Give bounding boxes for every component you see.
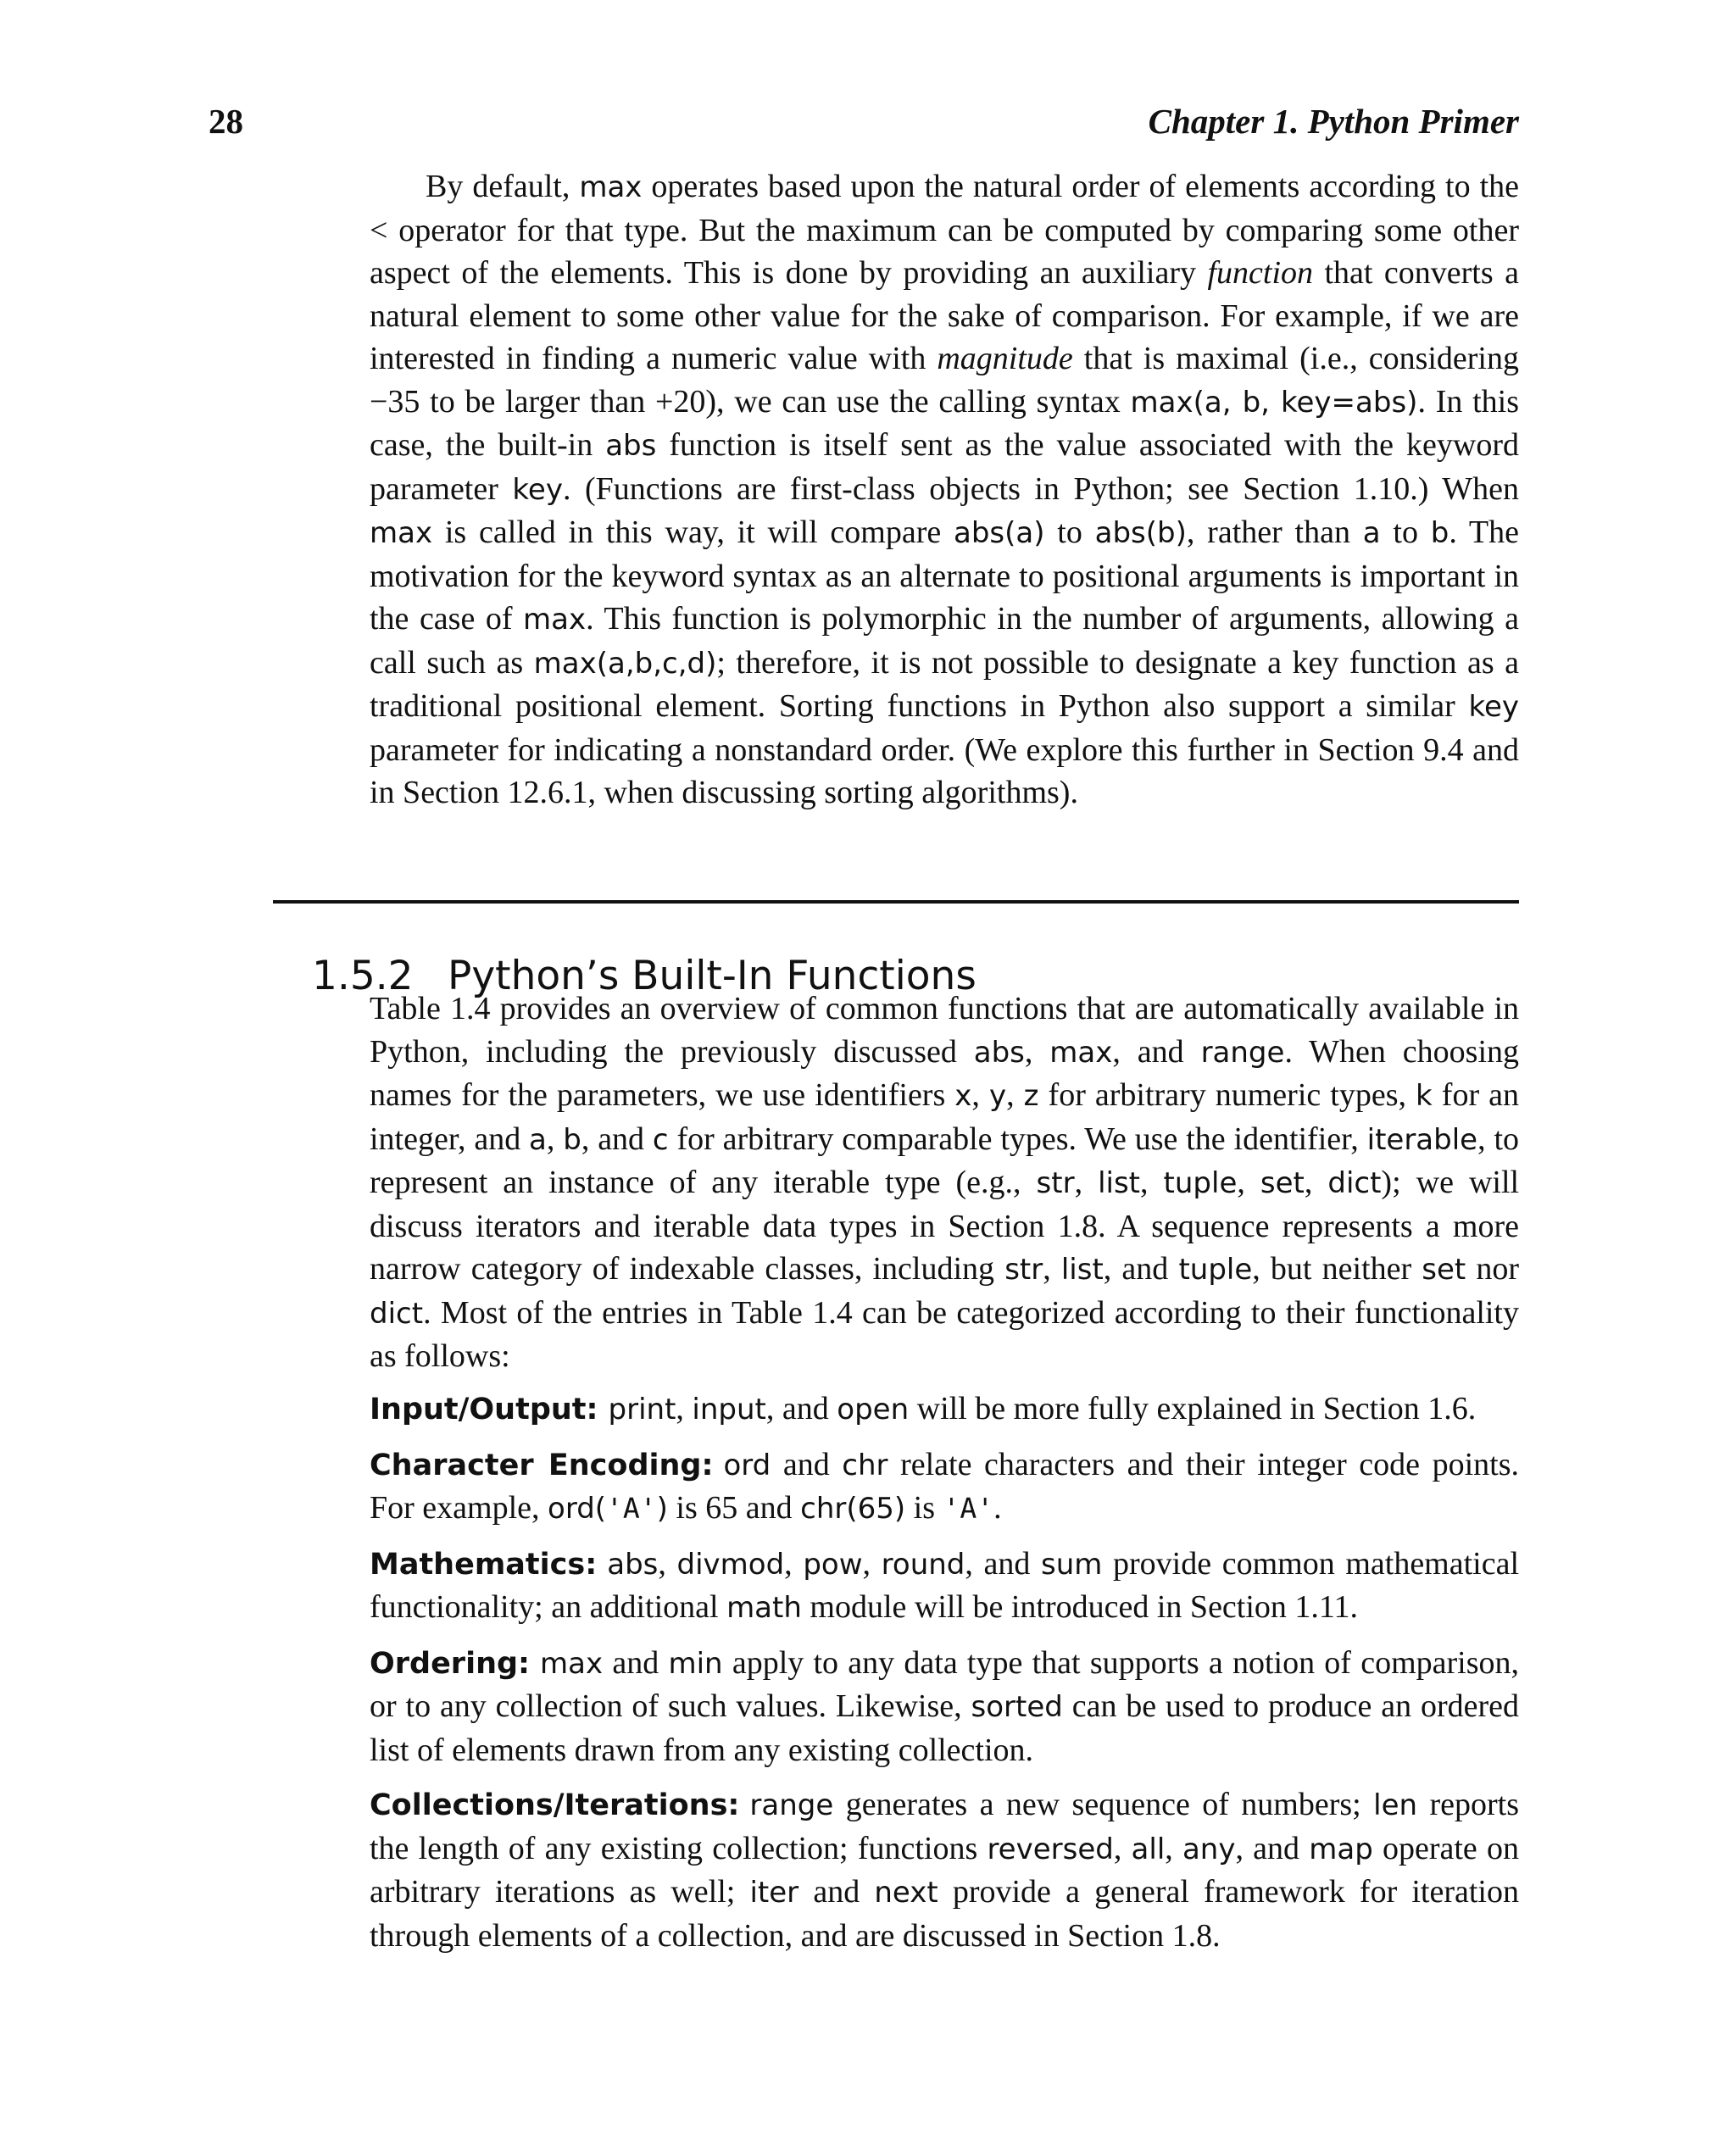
text: , and	[965, 1545, 1041, 1582]
code-key: key	[512, 472, 563, 507]
code-c: c	[652, 1122, 669, 1157]
code-any: any	[1182, 1832, 1236, 1866]
term-character-encoding: Character Encoding:	[370, 1448, 714, 1482]
section-rule	[273, 900, 1519, 904]
text: , and	[765, 1391, 837, 1426]
code-max-abcd: max(a,b,c,d)	[533, 646, 717, 681]
list-item-mathematics	[370, 1543, 1519, 1630]
text: is called in this way, it will compare	[432, 514, 954, 550]
code-chr: chr	[842, 1448, 888, 1482]
code-abs-a: abs(a)	[954, 516, 1045, 550]
code-next: next	[874, 1876, 938, 1910]
text: is	[905, 1490, 943, 1526]
text: parameter for indicating a nonstandard order. (We explore this further in Section 9.4 and in Section 12.6.1, when discussing sorting algorithms).	[370, 731, 1519, 810]
code-x: x	[954, 1079, 972, 1113]
text: , and	[581, 1121, 653, 1157]
text: for arbitrary comparable types. We use the identifier,	[668, 1121, 1367, 1157]
text: to	[1044, 514, 1095, 550]
section-title: Python’s Built-In Functions	[448, 953, 976, 999]
text: . This function is polymorphic in the number of arguments, allowing a call such as	[370, 601, 1519, 681]
text: that converts a natural element to some other value for the sake of comparison. For example, if we are interested in finding a numeric value with	[370, 255, 1519, 376]
text: for an integer, and	[370, 1077, 1520, 1157]
code-str: str	[1004, 1253, 1043, 1287]
code-sum: sum	[1041, 1547, 1103, 1582]
page-number: 28	[209, 102, 243, 141]
running-head: Chapter 1. Python Primer	[1148, 102, 1519, 141]
text: generates a new sequence of numbers;	[833, 1787, 1374, 1822]
text: ,	[1165, 1830, 1182, 1866]
code-round: round	[881, 1547, 965, 1582]
code-b: b	[563, 1122, 581, 1157]
text: is 65 and	[667, 1490, 801, 1526]
text: ,	[1006, 1077, 1024, 1113]
code-len: len	[1373, 1788, 1418, 1822]
text: Table 1.4 provides an overview of common functions that are automatically available in Python, including the previously discussed	[370, 991, 1519, 1070]
code-range: range	[1200, 1035, 1285, 1070]
text: ,	[676, 1391, 693, 1426]
text: operate on arbitrary iterations as well;	[370, 1830, 1519, 1910]
code-all: all	[1131, 1832, 1166, 1866]
text: ,	[1140, 1165, 1164, 1200]
text: and	[798, 1874, 875, 1910]
emphasis-function: function	[1207, 255, 1314, 291]
text: and	[603, 1644, 669, 1681]
text: ,	[971, 1077, 989, 1113]
text: apply to any data type that supports a notion of comparison, or to any collection of such values. Likewise,	[370, 1644, 1519, 1724]
code-iterable: iterable	[1366, 1122, 1478, 1157]
code-pow: pow	[803, 1547, 863, 1582]
code-max-key-abs: max(a, b, key=abs)	[1130, 385, 1418, 420]
code-max: max	[540, 1646, 604, 1681]
text: reports the length of any existing collection; functions	[370, 1787, 1519, 1866]
code-ord-open: ord(	[548, 1492, 607, 1526]
list-item-character-encoding	[370, 1443, 1519, 1531]
text: .	[993, 1490, 1002, 1526]
code-ord: ord	[723, 1448, 771, 1482]
code-abs-b: abs(b)	[1094, 516, 1187, 550]
text: provide common mathematical functionality; an additional	[370, 1545, 1520, 1625]
text: , and	[1112, 1033, 1201, 1070]
code-math: math	[726, 1591, 802, 1625]
code-reversed: reversed	[987, 1832, 1114, 1866]
text: will be more fully explained in Section 1.6.	[909, 1391, 1477, 1426]
text: to	[1380, 514, 1431, 550]
text: ,	[658, 1545, 677, 1582]
code-iter: iter	[749, 1876, 799, 1910]
paragraph-builtins-overview	[370, 987, 1519, 1378]
list-item-ordering	[370, 1642, 1519, 1772]
code-open: open	[837, 1393, 910, 1426]
section-number: 1.5.2	[312, 953, 414, 999]
code-input: input	[692, 1393, 766, 1426]
list-item-input-output	[370, 1387, 1519, 1432]
text: provide a general framework for iteration through elements of a collection, and are discussed in Section 1.8.	[370, 1874, 1519, 1954]
text: , and	[1103, 1251, 1179, 1287]
code-tuple: tuple	[1178, 1253, 1253, 1287]
code-sorted: sorted	[971, 1690, 1063, 1724]
text: , but neither	[1252, 1251, 1422, 1287]
code-abs: abs	[973, 1035, 1025, 1070]
code-abs: abs	[605, 429, 657, 463]
text: . When choosing names for the parameters, we use identifiers	[370, 1033, 1520, 1113]
code-max: max	[523, 603, 587, 637]
code-max: max	[370, 516, 433, 550]
code-divmod: divmod	[676, 1547, 785, 1582]
paragraph-max-key	[370, 165, 1519, 815]
code-tuple: tuple	[1163, 1166, 1238, 1200]
code-max: max	[1049, 1035, 1113, 1070]
emphasis-magnitude: magnitude	[937, 341, 1073, 376]
text: , and	[1235, 1830, 1310, 1866]
text: ,	[1024, 1033, 1050, 1070]
text: ,	[1304, 1165, 1328, 1200]
text: By default,	[426, 169, 580, 204]
text: ,	[1113, 1830, 1132, 1866]
code-b: b	[1430, 516, 1449, 550]
text: ,	[546, 1121, 564, 1157]
code-close-paren: )	[656, 1492, 668, 1526]
list-item-collections-iterations	[370, 1783, 1519, 1957]
code-range: range	[749, 1788, 834, 1822]
text: for arbitrary numeric types,	[1038, 1077, 1416, 1113]
code-a: a	[529, 1122, 547, 1157]
code-z: z	[1023, 1079, 1039, 1113]
term-collections-iterations: Collections/Iterations:	[370, 1788, 740, 1822]
code-list: list	[1098, 1166, 1141, 1200]
text: function is itself sent as the value associated with the keyword parameter	[370, 427, 1519, 507]
code-print: print	[608, 1393, 676, 1426]
code-list: list	[1060, 1253, 1104, 1287]
text: ,	[1237, 1165, 1260, 1200]
text: operates based upon the natural order of elements according to the < operator for that type. But the maximum can be computed by comparing some other aspect of the elements. This is done by providing an auxiliary	[370, 169, 1519, 291]
text: , rather than	[1186, 514, 1363, 550]
functionality-list	[370, 1387, 1519, 1969]
text: . The motivation for the keyword syntax as an alternate to positional arguments is important in the case of	[370, 514, 1520, 637]
text: module will be introduced in Section 1.11.	[801, 1589, 1358, 1625]
text: ; therefore, it is not possible to designate a key function as a traditional positional element. Sorting functions in Python also support a similar	[370, 644, 1520, 724]
text: . (Functions are first-class objects in Python; see Section 1.10.) When	[562, 470, 1520, 507]
text: and	[771, 1446, 843, 1482]
text: ,	[862, 1545, 882, 1582]
text: ,	[784, 1545, 804, 1582]
literal-a: 'A'	[606, 1492, 657, 1525]
code-set: set	[1422, 1253, 1466, 1287]
code-set: set	[1260, 1166, 1305, 1200]
text: . Most of the entries in Table 1.4 can be categorized according to their functionality as follows:	[370, 1294, 1519, 1374]
code-min: min	[668, 1646, 723, 1681]
text: ,	[1043, 1251, 1061, 1287]
term-ordering: Ordering:	[370, 1646, 531, 1681]
code-chr-65: chr(65)	[800, 1492, 906, 1526]
code-max: max	[579, 170, 643, 204]
text: relate characters and their integer code points. For example,	[370, 1446, 1519, 1526]
text: . In this case, the built-in	[370, 383, 1520, 463]
literal-a: 'A'	[943, 1492, 994, 1525]
code-a: a	[1362, 516, 1381, 550]
code-key: key	[1468, 690, 1519, 724]
code-abs: abs	[607, 1547, 659, 1582]
code-dict: dict	[1327, 1166, 1382, 1200]
term-mathematics: Mathematics:	[370, 1547, 598, 1582]
code-str: str	[1036, 1166, 1075, 1200]
code-k: k	[1416, 1079, 1433, 1113]
text: ); we will discuss iterators and iterable data types in Section 1.8. A sequence represents a more narrow category of indexable classes, including	[370, 1165, 1520, 1287]
code-y: y	[988, 1079, 1007, 1113]
text: ,	[1074, 1165, 1099, 1200]
code-map: map	[1309, 1832, 1373, 1866]
term-input-output: Input/Output:	[370, 1393, 598, 1426]
text: , to represent an instance of any iterable type (e.g.,	[370, 1121, 1519, 1200]
text: nor	[1466, 1251, 1520, 1287]
code-dict: dict	[370, 1296, 424, 1331]
text: can be used to produce an ordered list of elements drawn from any existing collection.	[370, 1688, 1520, 1768]
text: that is maximal (i.e., considering −35 to be larger than +20), we can use the calling syntax	[370, 341, 1519, 420]
